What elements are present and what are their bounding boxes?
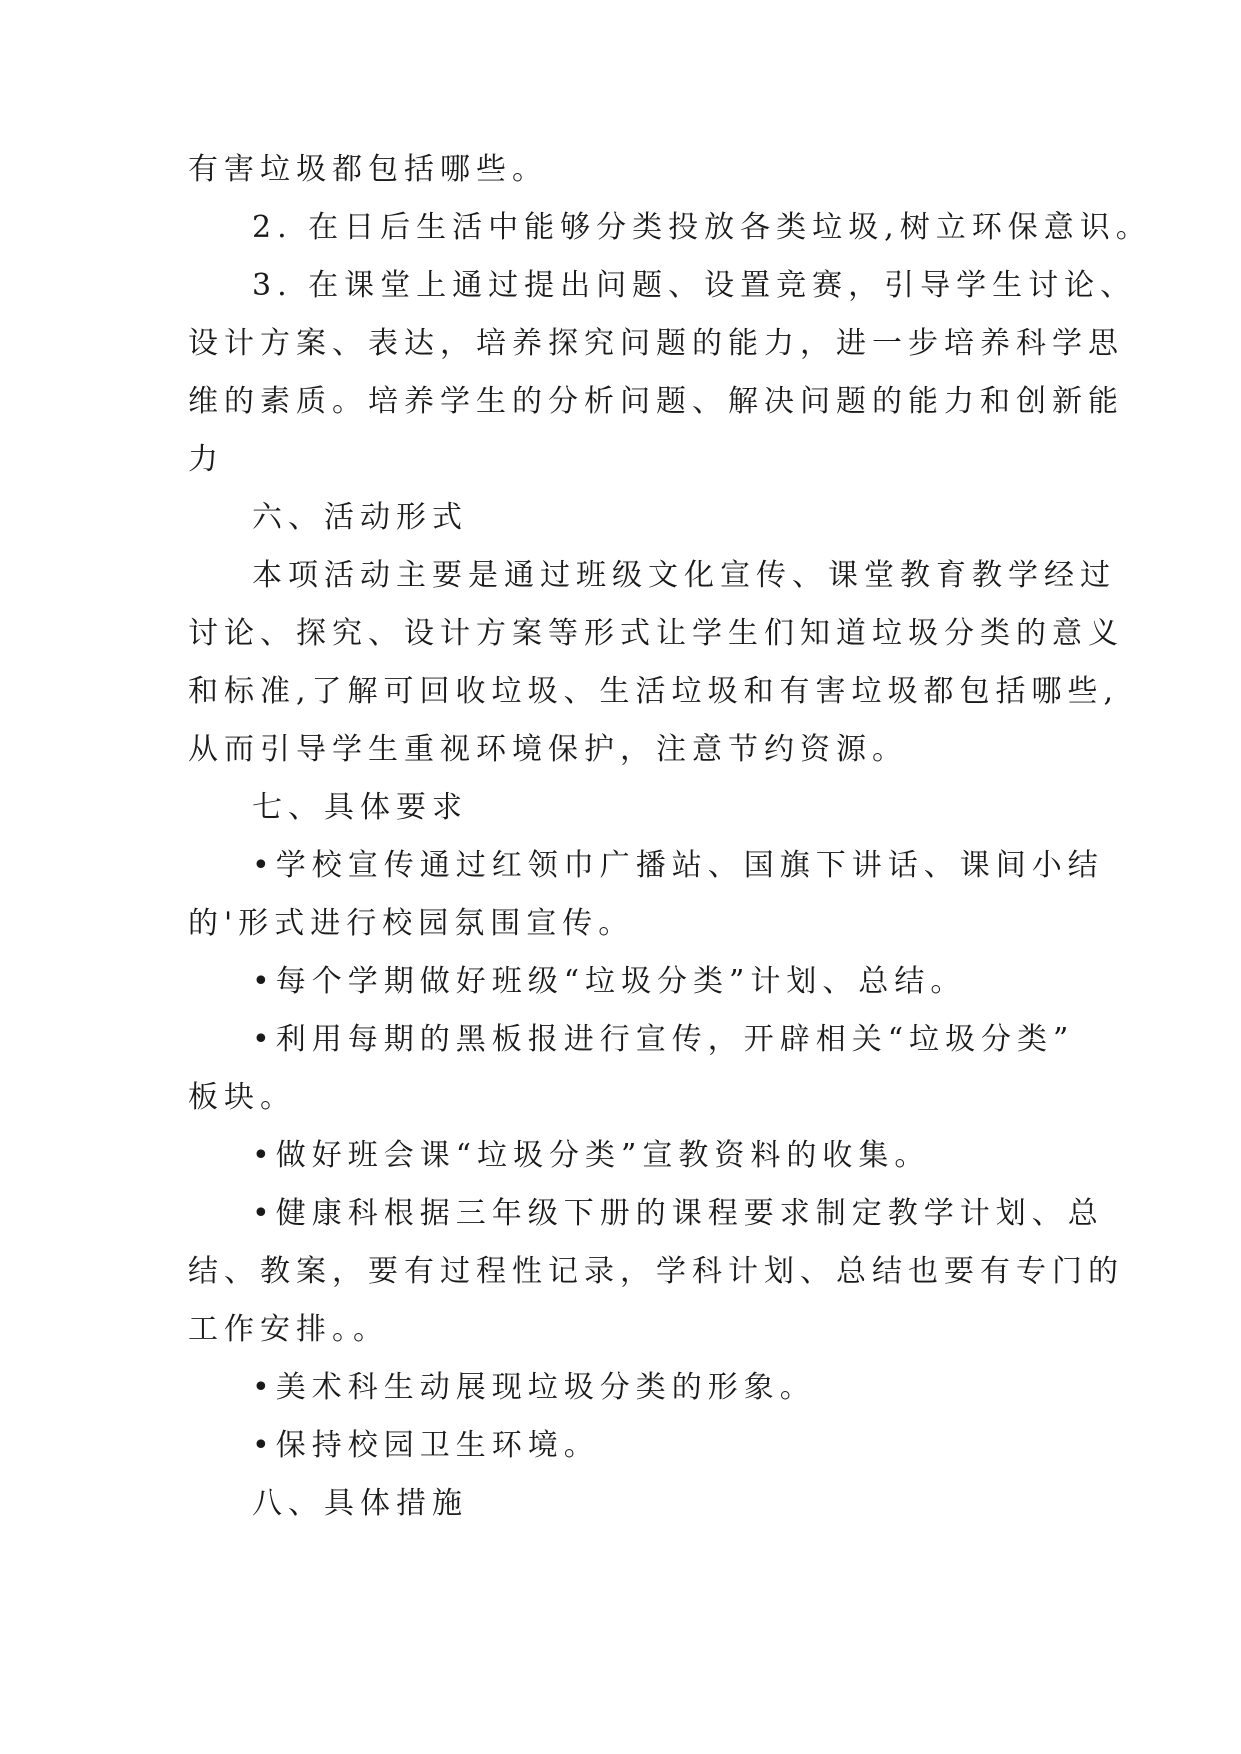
bullet-item: •学校宣传通过红领巾广播站、国旗下讲话、课间小结 [252, 848, 1104, 883]
text-line: 讨论、探究、设计方案等形式让学生们知道垃圾分类的意义 [188, 616, 1124, 651]
bullet-item: •每个学期做好班级“垃圾分类”计划、总结。 [252, 964, 967, 999]
text-line: 结、教案，要有过程性记录，学科计划、总结也要有专门的 [188, 1254, 1124, 1289]
bullet-item: •健康科根据三年级下册的课程要求制定教学计划、总 [252, 1196, 1104, 1231]
text-line: 维的素质。培养学生的分析问题、解决问题的能力和创新能 [188, 384, 1124, 419]
section-heading-7: 七、具体要求 [252, 790, 468, 825]
text-line: 设计方案、表达，培养探究问题的能力，进一步培养科学思 [188, 326, 1124, 361]
text-line: 工作安排。。 [188, 1312, 389, 1347]
text-line: 从而引导学生重视环境保护，注意节约资源。 [188, 732, 908, 767]
text-line: 本项活动主要是通过班级文化宣传、课堂教育教学经过 [252, 558, 1116, 593]
text-line: 有害垃圾都包括哪些。 [188, 152, 548, 187]
text-line: 板块。 [188, 1080, 296, 1115]
text-line: 力 [188, 442, 224, 477]
section-heading-6: 六、活动形式 [252, 500, 468, 535]
bullet-item: •做好班会课“垃圾分类”宣教资料的收集。 [252, 1138, 931, 1173]
objective-2: 2. 在日后生活中能够分类投放各类垃圾,树立环保意识。 [252, 210, 1152, 245]
bullet-item: •美术科生动展现垃圾分类的形象。 [252, 1370, 816, 1405]
bullet-item: •利用每期的黑板报进行宣传，开辟相关“垃圾分类” [252, 1022, 1075, 1057]
section-heading-8: 八、具体措施 [252, 1486, 468, 1521]
bullet-item: •保持校园卫生环境。 [252, 1428, 600, 1463]
objective-3: 3. 在课堂上通过提出问题、设置竞赛，引导学生讨论、 [252, 268, 1137, 303]
text-line: 和标准,了解可回收垃圾、生活垃圾和有害垃圾都包括哪些, [188, 674, 1120, 709]
text-line: 的'形式进行校园氛围宣传。 [188, 906, 635, 941]
